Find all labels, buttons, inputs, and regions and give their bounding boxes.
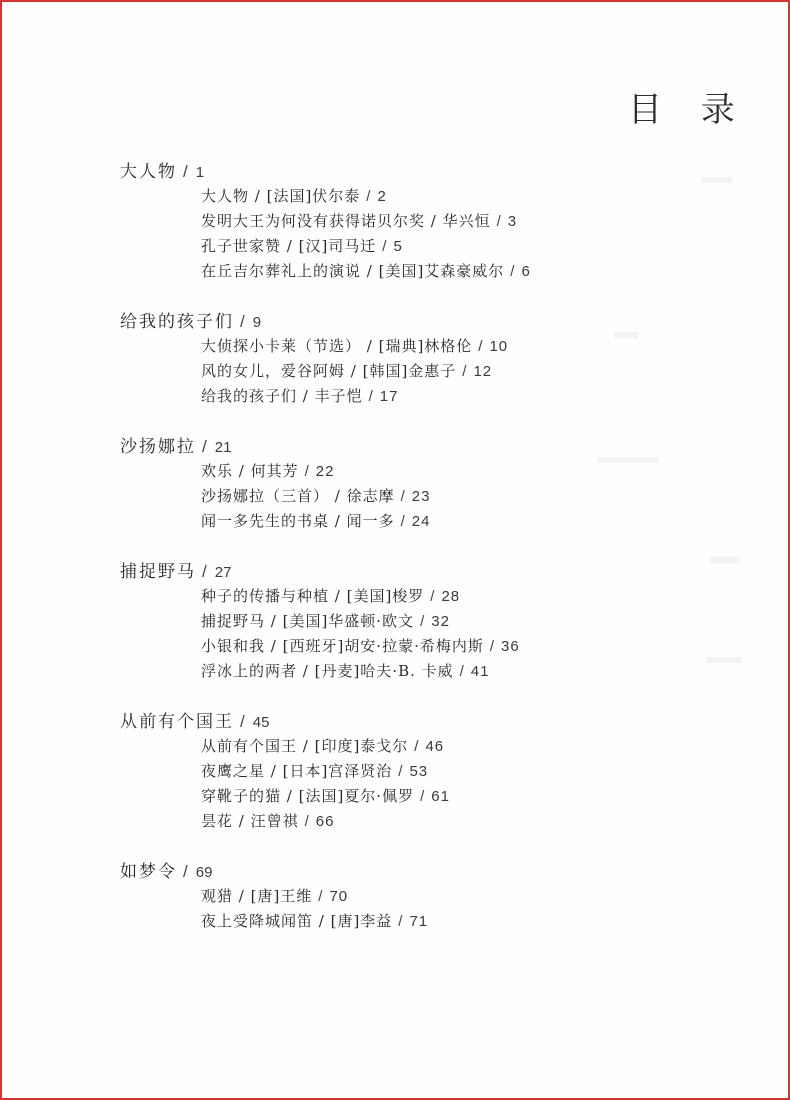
- entry-title-author: 风的女儿，爱谷阿姆 / [韩国]金惠子: [201, 362, 457, 380]
- page-separator: /: [496, 213, 502, 230]
- entry-page-number: 3: [507, 213, 518, 230]
- page-separator: /: [382, 238, 388, 255]
- page-separator: /: [240, 712, 247, 731]
- section-heading[interactable]: [120, 559, 720, 584]
- page-separator: /: [478, 338, 484, 355]
- section-heading[interactable]: [120, 159, 720, 184]
- page-separator: /: [366, 188, 372, 205]
- toc-entry[interactable]: [120, 884, 720, 909]
- toc-entry[interactable]: [120, 584, 720, 609]
- toc-section: [120, 709, 720, 834]
- entry-title-author: 昙花 / 汪曾祺: [201, 812, 299, 830]
- entry-page-number: 6: [521, 263, 531, 280]
- entry-title-author: 大人物 / [法国]伏尔泰: [201, 187, 361, 205]
- page-separator: /: [400, 488, 406, 505]
- entry-title-author: 闻一多先生的书桌 / 闻一多: [201, 512, 395, 530]
- entry-page-number: 2: [377, 188, 387, 205]
- toc-entry[interactable]: [120, 909, 720, 934]
- entry-title-author: 在丘吉尔葬礼上的演说 / [美国]艾森豪威尔: [201, 262, 505, 280]
- toc-entry[interactable]: [120, 484, 720, 509]
- page-separator: /: [400, 513, 406, 530]
- entry-page-number: 28: [441, 588, 461, 605]
- entry-title-author: 给我的孩子们 / 丰子恺: [201, 387, 363, 405]
- section-page-number: 9: [252, 314, 262, 331]
- toc-entry[interactable]: [120, 359, 720, 384]
- toc-entry[interactable]: [120, 259, 720, 284]
- entry-title-author: 穿靴子的猫 / [法国]夏尔·佩罗: [201, 787, 415, 805]
- entry-title-author: 夜上受降城闻笛 / [唐]李益: [201, 912, 393, 930]
- page-separator: /: [202, 437, 209, 456]
- toc-entry[interactable]: [120, 334, 720, 359]
- section-heading[interactable]: [120, 434, 720, 459]
- section-title: 给我的孩子们: [120, 312, 234, 332]
- entry-page-number: 32: [431, 613, 450, 630]
- toc-entry[interactable]: [120, 209, 720, 234]
- page-separator: /: [510, 263, 516, 280]
- table-of-contents: [120, 159, 720, 959]
- toc-entry[interactable]: [120, 459, 720, 484]
- entry-title-author: 夜鹰之星 / [日本]宫泽贤治: [201, 762, 393, 780]
- page-separator: /: [459, 663, 465, 680]
- entry-page-number: 53: [409, 763, 429, 780]
- entry-title-author: 小银和我 / [西班牙]胡安·拉蒙·希梅内斯: [201, 637, 484, 655]
- page-separator: /: [318, 888, 324, 905]
- section-title: 大人物: [120, 162, 177, 182]
- toc-entry[interactable]: [120, 609, 720, 634]
- entry-page-number: 36: [501, 638, 520, 655]
- page-separator: /: [414, 738, 420, 755]
- entry-title-author: 孔子世家赞 / [汉]司马迁: [201, 237, 377, 255]
- toc-entry[interactable]: [120, 509, 720, 534]
- section-page-number: 69: [195, 864, 213, 881]
- page-separator: /: [420, 788, 426, 805]
- section-page-number: 1: [195, 164, 205, 181]
- toc-section: [120, 559, 720, 684]
- entry-title-author: 沙扬娜拉（三首） / 徐志摩: [201, 487, 395, 505]
- entry-title-author: 大侦探小卡莱（节选） / [瑞典]林格伦: [201, 337, 473, 355]
- toc-entry[interactable]: [120, 634, 720, 659]
- page-separator: /: [430, 588, 436, 605]
- toc-entry[interactable]: [120, 384, 720, 409]
- toc-entry[interactable]: [120, 184, 720, 209]
- entry-title-author: 发明大王为何没有获得诺贝尔奖 / 华兴恒: [201, 212, 491, 230]
- section-page-number: 21: [214, 439, 232, 456]
- entry-title-author: 捕捉野马 / [美国]华盛顿·欧文: [201, 612, 415, 630]
- entry-page-number: 12: [473, 363, 493, 380]
- entry-title-author: 浮冰上的两者 / [丹麦]哈夫·B. 卡威: [201, 662, 454, 680]
- toc-section: [120, 159, 720, 284]
- entry-page-number: 24: [411, 513, 431, 530]
- section-page-number: 27: [214, 564, 232, 581]
- section-title: 捕捉野马: [120, 562, 196, 582]
- page-title: 目 录: [628, 90, 749, 130]
- entry-page-number: 23: [411, 488, 431, 505]
- toc-entry[interactable]: [120, 659, 720, 684]
- entry-page-number: 70: [329, 888, 349, 905]
- page-separator: /: [304, 813, 310, 830]
- toc-section: [120, 859, 720, 934]
- section-title: 从前有个国王: [120, 712, 234, 732]
- page-separator: /: [420, 613, 426, 630]
- toc-section: [120, 434, 720, 534]
- section-heading[interactable]: [120, 859, 720, 884]
- entry-title-author: 观猎 / [唐]王维: [201, 887, 313, 905]
- section-title: 沙扬娜拉: [120, 437, 196, 457]
- toc-entry[interactable]: [120, 759, 720, 784]
- page-separator: /: [398, 913, 404, 930]
- entry-title-author: 欢乐 / 何其芳: [201, 462, 299, 480]
- page-separator: /: [202, 562, 209, 581]
- toc-entry[interactable]: [120, 784, 720, 809]
- toc-entry[interactable]: [120, 234, 720, 259]
- section-page-number: 45: [252, 714, 270, 731]
- page-separator: /: [368, 388, 374, 405]
- entry-title-author: 从前有个国王 / [印度]泰戈尔: [201, 737, 409, 755]
- entry-page-number: 17: [379, 388, 399, 405]
- entry-page-number: 46: [425, 738, 445, 755]
- entry-page-number: 71: [409, 913, 429, 930]
- entry-page-number: 61: [431, 788, 450, 805]
- page-separator: /: [183, 162, 190, 181]
- section-heading[interactable]: [120, 709, 720, 734]
- entry-page-number: 66: [315, 813, 335, 830]
- page-separator: /: [489, 638, 496, 655]
- entry-page-number: 5: [393, 238, 403, 255]
- page-separator: /: [398, 763, 404, 780]
- toc-entry[interactable]: [120, 734, 720, 759]
- page-separator: /: [304, 463, 310, 480]
- entry-page-number: 41: [470, 663, 490, 680]
- section-heading[interactable]: [120, 309, 720, 334]
- toc-entry[interactable]: [120, 809, 720, 834]
- entry-title-author: 种子的传播与种植 / [美国]梭罗: [201, 587, 425, 605]
- toc-section: [120, 309, 720, 409]
- section-title: 如梦令: [120, 862, 177, 882]
- entry-page-number: 10: [489, 338, 509, 355]
- entry-page-number: 22: [315, 463, 335, 480]
- page-separator: /: [240, 312, 247, 331]
- page-separator: /: [462, 363, 468, 380]
- page-separator: /: [183, 862, 190, 881]
